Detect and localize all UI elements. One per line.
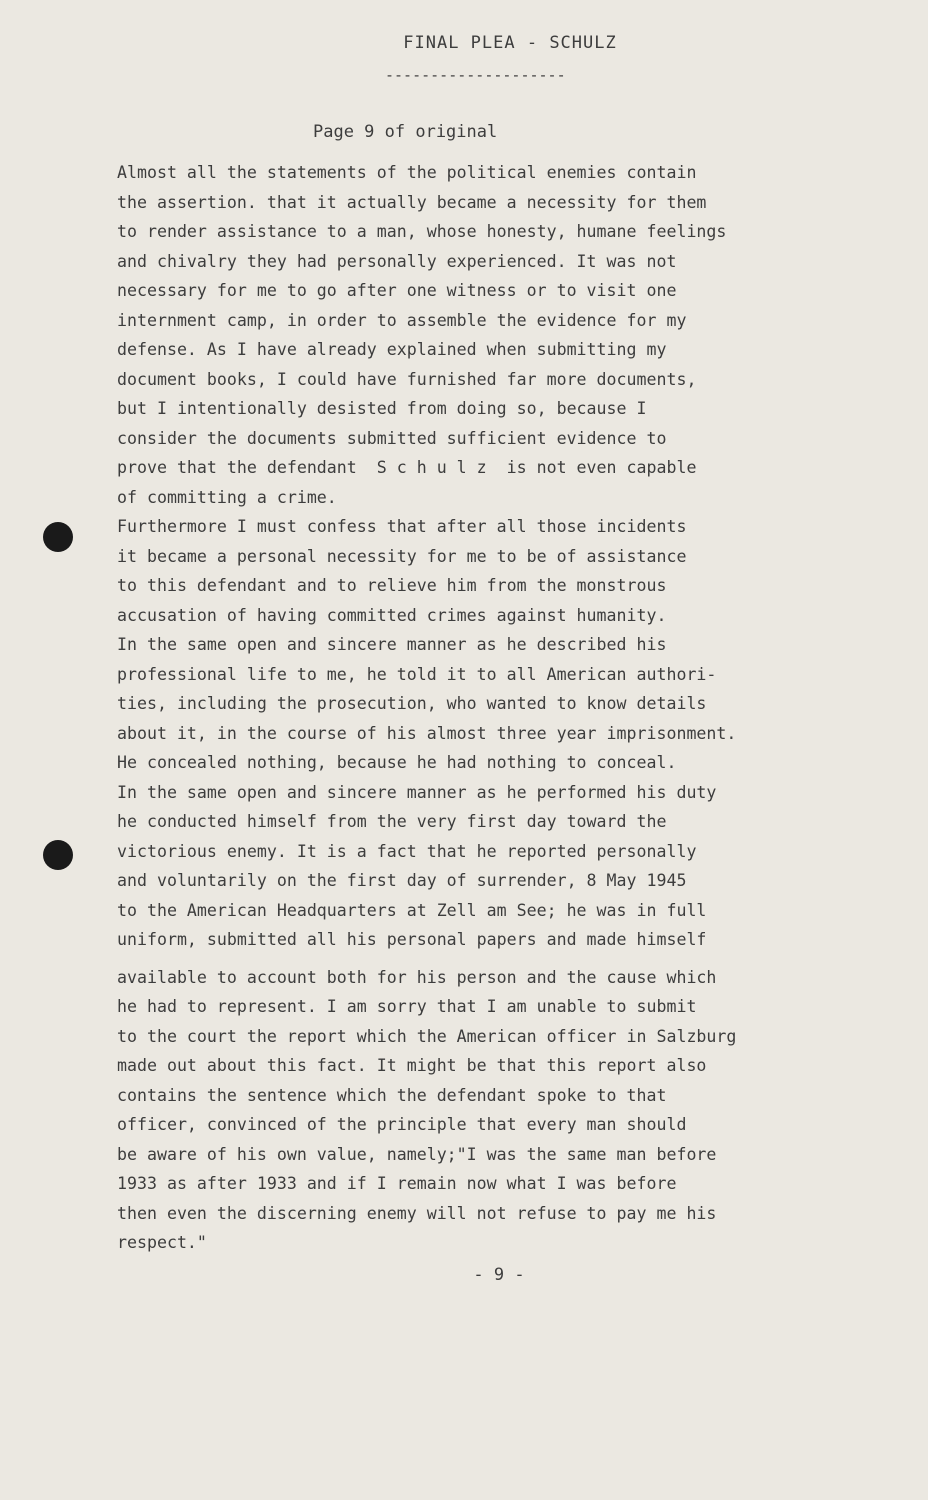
text-line: contains the sentence which the defendant spoke to that bbox=[117, 1085, 667, 1105]
page-number: - 9 - bbox=[473, 1265, 525, 1285]
text-line: professional life to me, he told it to all American authori- bbox=[117, 664, 717, 684]
page-reference: Page 9 of original bbox=[313, 122, 498, 142]
text-line: He concealed nothing, because he had nothing to conceal. bbox=[117, 753, 677, 772]
binder-hole-top bbox=[43, 522, 73, 552]
text-line: but I intentionally desisted from doing so, because I bbox=[117, 399, 647, 418]
plea-body-text bbox=[117, 158, 887, 1258]
text-line: 1933 as after 1933 and if I remain now what I was before bbox=[117, 1174, 677, 1193]
text-line: ties, including the prosecution, who wanted to know details bbox=[117, 694, 707, 713]
text-line: he had to represent. I am sorry that I am unable to submit bbox=[117, 997, 697, 1016]
text-line: and voluntarily on the first day of surrender, 8 May 1945 bbox=[117, 871, 687, 890]
text-line: he conducted himself from the very first day toward the bbox=[117, 812, 667, 831]
text-line: uniform, submitted all his personal papers and made himself bbox=[117, 930, 707, 949]
text-line: In the same open and sincere manner as he described his bbox=[117, 635, 667, 654]
title-underline: -------------------- bbox=[385, 66, 566, 84]
document-title: FINAL PLEA - SCHULZ bbox=[403, 33, 617, 53]
text-line: internment camp, in order to assemble the evidence for my bbox=[117, 310, 687, 330]
text-line: to this defendant and to relieve him from the monstrous bbox=[117, 576, 667, 595]
text-line: it became a personal necessity for me to be of assistance bbox=[117, 546, 687, 566]
text-line: accusation of having committed crimes against humanity. bbox=[117, 605, 667, 625]
text-line: of committing a crime. bbox=[117, 487, 337, 507]
text-line: about it, in the course of his almost three year imprisonment. bbox=[117, 723, 737, 743]
text-line: necessary for me to go after one witness or to visit one bbox=[117, 281, 677, 300]
text-line: be aware of his own value, namely;"I was the same man before bbox=[117, 1144, 717, 1164]
text-line: Furthermore I must confess that after all those incidents bbox=[117, 517, 687, 536]
text-line: the assertion. that it actually became a necessity for them bbox=[117, 192, 707, 212]
text-line: and chivalry they had personally experienced. It was not bbox=[117, 251, 677, 271]
text-line: victorious enemy. It is a fact that he reported personally bbox=[117, 841, 697, 861]
binder-hole-bottom bbox=[43, 840, 73, 870]
text-line: defense. As I have already explained when submitting my bbox=[117, 340, 667, 359]
text-line: Almost all the statements of the political enemies contain bbox=[117, 163, 697, 182]
text-line: document books, I could have furnished far more documents, bbox=[117, 369, 697, 389]
text-line: then even the discerning enemy will not refuse to pay me his bbox=[117, 1203, 717, 1223]
text-line: to render assistance to a man, whose honesty, humane feelings bbox=[117, 222, 727, 241]
text-line: respect." bbox=[117, 1233, 207, 1252]
text-line: to the court the report which the American officer in Salzburg bbox=[117, 1026, 737, 1046]
text-line: officer, convinced of the principle that every man should bbox=[117, 1115, 687, 1134]
text-line: to the American Headquarters at Zell am See; he was in full bbox=[117, 900, 707, 920]
text-line: consider the documents submitted sufficient evidence to bbox=[117, 428, 667, 448]
text-line: prove that the defendant S c h u l z is not even capable bbox=[117, 458, 697, 477]
text-line: made out about this fact. It might be that this report also bbox=[117, 1056, 707, 1075]
text-line: In the same open and sincere manner as he performed his duty bbox=[117, 782, 717, 802]
text-line: available to account both for his person and the cause which bbox=[117, 967, 717, 987]
